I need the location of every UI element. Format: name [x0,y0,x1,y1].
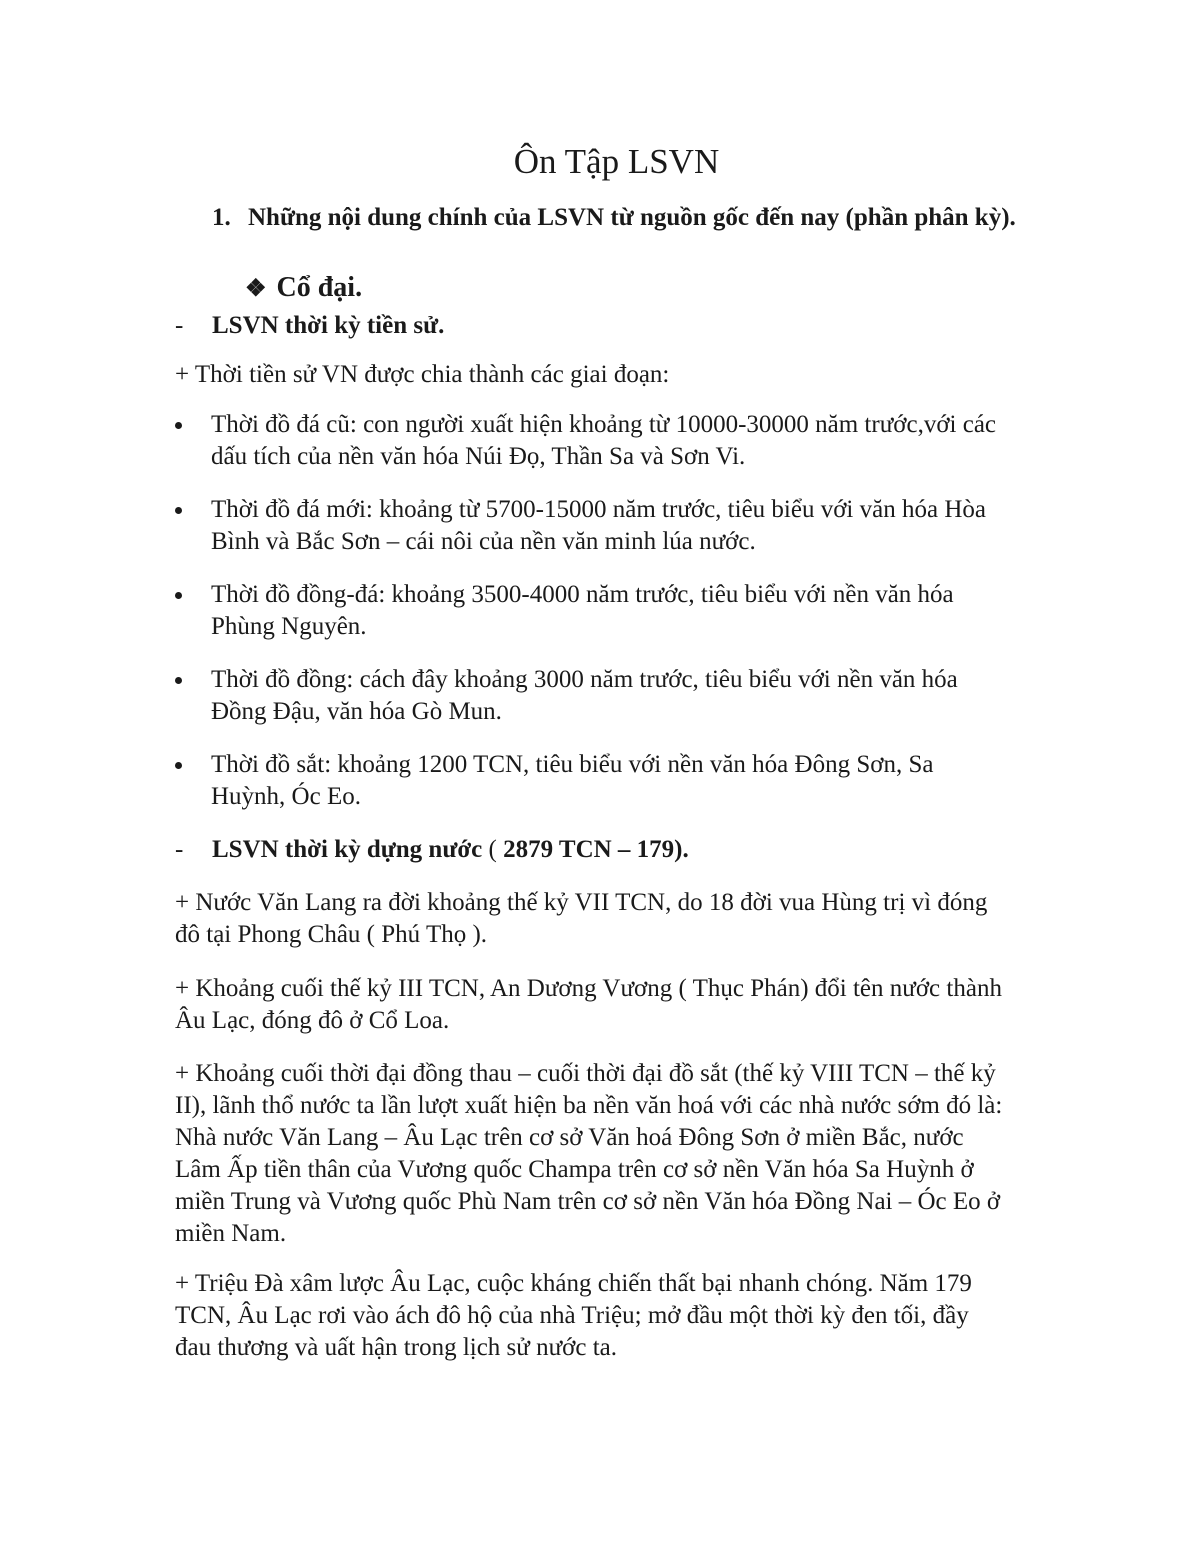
dash-marker: - [175,836,184,863]
list-item [211,579,1001,643]
bullet-icon [175,507,182,514]
bullet-icon [175,677,182,684]
era-label: Cổ đại. [276,272,363,303]
section-heading-text: LSVN thời kỳ tiền sử. [212,312,445,339]
bullet-icon [175,592,182,599]
section-heading-paren: ( [482,836,504,863]
bullet-icon [175,422,182,429]
paragraph: + Triệu Đà xâm lược Âu Lạc, cuộc kháng chiến thất bại nhanh chóng. Năm 179 TCN, Âu Lạc rơi vào ách đô hộ của nhà Triệu; mở đầu một thời kỳ đen tối, đầy đau thương và uất hận trong lịch sử nước ta. [175,1270,972,1361]
section-heading-dates: 2879 TCN – 179). [503,836,689,863]
list-item-text: Thời đồ đồng: cách đây khoảng 3000 năm trước, tiêu biểu với nền văn hóa Đồng Đậu, văn hóa Gò Mun. [211,666,958,725]
list-item [211,494,1001,558]
bullet-icon [175,762,182,769]
paragraph: + Nước Văn Lang ra đời khoảng thế kỷ VII TCN, do 18 đời vua Hùng trị vì đóng đô tại Phong Châu ( Phú Thọ ). [175,889,988,948]
dash-marker: - [175,312,184,339]
list-item [211,664,1001,728]
question-text: Những nội dung chính của LSVN từ nguồn gốc đến nay (phần phân kỳ). [248,204,1016,231]
list-item [211,409,1001,473]
section-heading-founding [175,834,1012,866]
list-item-text: Thời đồ đồng-đá: khoảng 3500-4000 năm trước, tiêu biểu với nền văn hóa Phùng Nguyên. [211,581,954,640]
era-heading [245,268,362,309]
question-number: 1. [212,204,231,231]
list-item-text: Thời đồ đá mới: khoảng từ 5700-15000 năm trước, tiêu biểu với văn hóa Hòa Bình và Bắc Sơn – cái nôi của nền văn minh lúa nước. [211,496,986,555]
section-heading-text [212,836,689,863]
question-1 [212,201,1052,234]
paragraph: + Khoảng cuối thế kỷ III TCN, An Dương Vương ( Thục Phán) đổi tên nước thành Âu Lạc, đóng đô ở Cổ Loa. [175,975,1002,1034]
section-heading-prehistoric [175,310,1012,342]
intro-line: + Thời tiền sử VN được chia thành các giai đoạn: [175,361,670,388]
list-item [211,749,1001,813]
list-item-text: Thời đồ sắt: khoảng 1200 TCN, tiêu biểu với nền văn hóa Đông Sơn, Sa Huỳnh, Óc Eo. [211,751,934,810]
page-title: Ôn Tập LSVN [513,142,720,181]
paragraph: + Khoảng cuối thời đại đồng thau – cuối thời đại đồ sắt (thế kỷ VIII TCN – thế kỷ II), lãnh thổ nước ta lần lượt xuất hiện ba nền văn hoá với các nhà nước sớm đó là: Nhà nước Văn Lang – Âu Lạc trên cơ sở Văn hoá Đông Sơn ở miền Bắc, nước Lâm Ấp tiền thân của Vương quốc Champa trên cơ sở nền Văn hóa Sa Huỳnh ở miền Trung và Vương quốc Phù Nam trên cơ sở nền Văn hóa Đồng Nai – Óc Eo ở miền Nam. [175,1060,1003,1247]
diamond-icon: ❖ [245,276,267,302]
section-heading-bold: LSVN thời kỳ dựng nước [212,836,483,863]
list-item-text: Thời đồ đá cũ: con người xuất hiện khoảng từ 10000-30000 năm trước,với các dấu tích của nền văn hóa Núi Đọ, Thần Sa và Sơn Vi. [211,411,997,470]
